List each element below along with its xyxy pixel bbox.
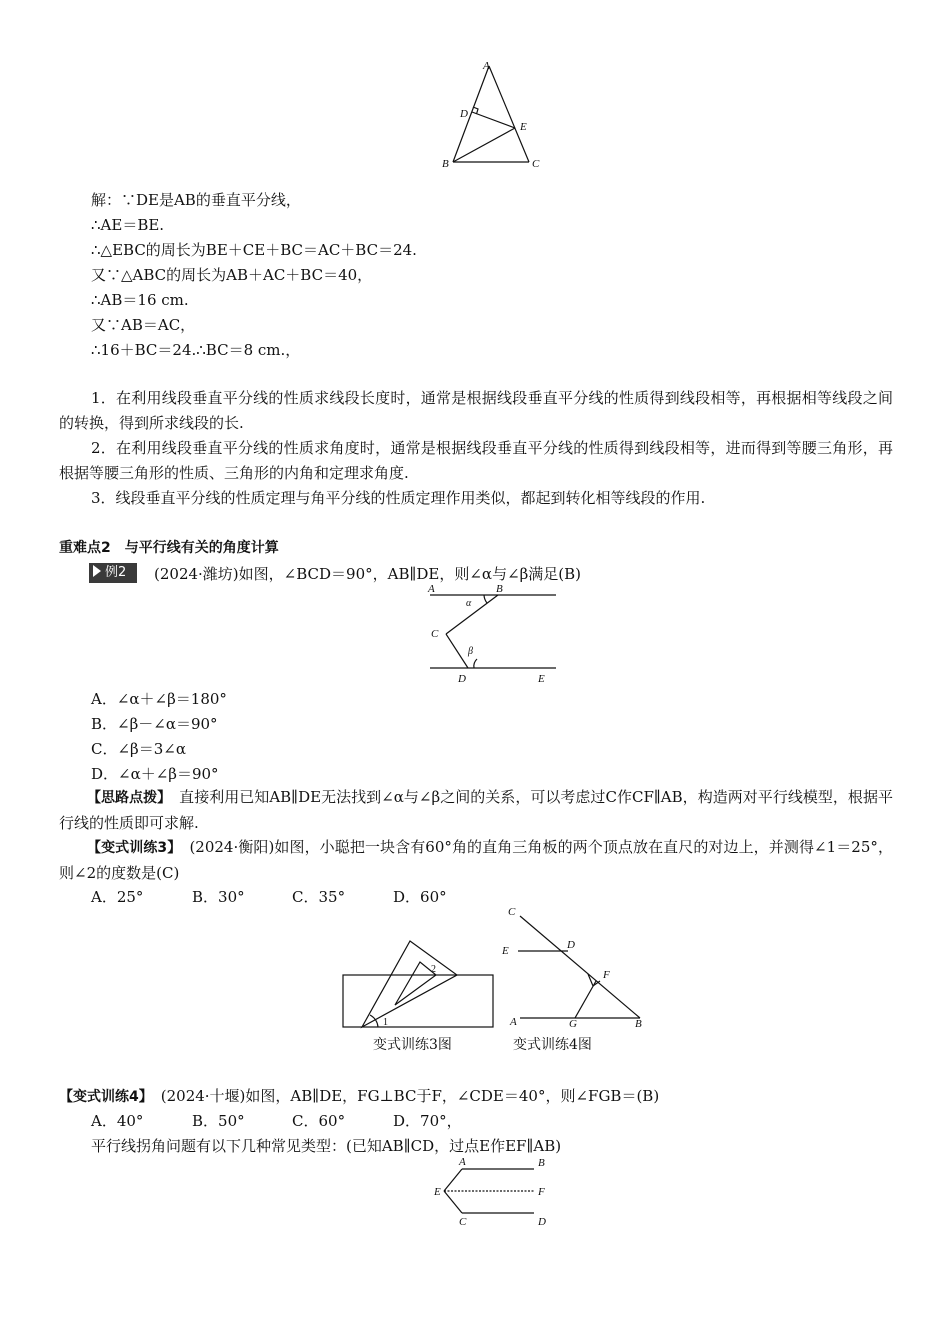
- fig1-label-E: E: [520, 121, 527, 133]
- example-question: (2024·潍坊)如图，∠BCD＝90°，AB∥DE，则∠α与∠β满足(B): [154, 565, 582, 583]
- solution-line: ∴AE＝BE.: [91, 216, 165, 234]
- option-d: D．∠α＋∠β＝90°: [91, 765, 219, 783]
- fig4-label-A: A: [510, 1016, 517, 1028]
- fig5-label-C: C: [459, 1216, 467, 1228]
- play-icon: [93, 565, 101, 577]
- fig1-label-D: D: [460, 108, 468, 120]
- fig5-label-E: E: [434, 1186, 441, 1198]
- variant3-label: 【变式训练3】: [87, 840, 175, 856]
- fig2-label-E: E: [538, 673, 545, 685]
- figure3-caption: 变式训练3图: [373, 1037, 452, 1053]
- example-badge-label: 例2: [105, 565, 127, 580]
- turning-angle-figure: [430, 1153, 560, 1229]
- closing-text: 平行线拐角问题有以下几种常见类型：(已知AB∥CD，过点E作EF∥AB): [91, 1137, 562, 1155]
- note-paragraph: 2．在利用线段垂直平分线的性质求角度时，通常是根据线段垂直平分线的性质得到线段相等，进而得到等腰三角形，再根据等腰三角形的性质、三角形的内角和定理求角度.: [59, 439, 893, 482]
- fig4-label-F: F: [603, 969, 610, 981]
- fig4-label-G: G: [569, 1018, 577, 1030]
- option-b: B．∠β－∠α＝90°: [91, 715, 218, 733]
- hint-paragraph: [59, 785, 893, 836]
- note-paragraph: 3．线段垂直平分线的性质定理与角平分线的性质定理作用类似，都起到转化相等线段的作用.: [91, 489, 706, 507]
- fig3-label-2: 2: [431, 964, 436, 975]
- example-badge: [89, 563, 137, 583]
- variant4-text: (2024·十堰)如图，AB∥DE，FG⊥BC于F，∠CDE＝40°，则∠FGB＝(B): [160, 1087, 660, 1105]
- option-a: A．∠α＋∠β＝180°: [91, 690, 227, 708]
- fig2-label-A: A: [428, 583, 435, 595]
- variant3-paragraph: [59, 835, 893, 886]
- figure4-caption: 变式训练4图: [513, 1037, 592, 1053]
- solution-line: 又∵△ABC的周长为AB＋AC＋BC＝40，: [91, 266, 373, 284]
- fig2-label-alpha: α: [466, 598, 472, 609]
- solution-line: 解：∵DE是AB的垂直平分线，: [91, 191, 301, 209]
- solution-line: ∴AB＝16 cm.: [91, 291, 189, 309]
- fig2-label-beta: β: [468, 646, 473, 657]
- triangle-figure: [437, 58, 547, 173]
- fig5-label-B: B: [538, 1157, 545, 1169]
- fig4-label-D: D: [567, 939, 575, 951]
- variant4-option-c: C．60°: [292, 1112, 346, 1130]
- variant4-option-d: D．70°，: [393, 1112, 462, 1130]
- hint-text: 直接利用已知AB∥DE无法找到∠α与∠β之间的关系，可以考虑过C作CF∥AB，构造两对平行线模型，根据平行线的性质即可求解.: [59, 788, 893, 832]
- ruler-triangle-figure: [338, 935, 498, 1031]
- variant3-option-c: C．35°: [292, 888, 346, 906]
- hint-label: 【思路点拨】: [87, 790, 165, 806]
- note-paragraph: 1．在利用线段垂直平分线的性质求线段长度时，通常是根据线段垂直平分线的性质得到线段相等，再根据相等线段之间的转换，得到所求线段的长.: [59, 389, 893, 432]
- solution-line: 又∵AB＝AC，: [91, 316, 196, 334]
- variant4-question: [59, 1086, 659, 1107]
- variant3-option-b: B．30°: [192, 888, 245, 906]
- fig5-label-F: F: [538, 1186, 545, 1198]
- fig4-label-E: E: [502, 945, 509, 957]
- fig5-label-A: A: [459, 1156, 466, 1168]
- section-heading: 重难点2 与平行线有关的角度计算: [59, 540, 279, 556]
- fig4-label-B: B: [635, 1018, 642, 1030]
- perpendicular-figure: [500, 900, 650, 1032]
- variant4-option-b: B．50°: [192, 1112, 245, 1130]
- variant4-option-a: A．40°: [91, 1112, 144, 1130]
- solution-line: ∴16＋BC＝24.∴BC＝8 cm.，: [91, 341, 301, 359]
- fig2-label-B: B: [496, 583, 503, 595]
- variant3-option-d: D．60°: [393, 888, 447, 906]
- fig5-label-D: D: [538, 1216, 546, 1228]
- fig1-label-B: B: [442, 158, 449, 170]
- fig3-label-1: 1: [383, 1017, 388, 1028]
- fig1-label-A: A: [483, 60, 490, 72]
- fig4-label-C: C: [508, 906, 516, 918]
- variant3-text: (2024·衡阳)如图，小聪把一块含有60°角的直角三角板的两个顶点放在直尺的对边上，并测得∠1＝25°，则∠2的度数是(C): [59, 838, 893, 882]
- variant4-label: 【变式训练4】: [59, 1089, 146, 1105]
- parallel-lines-figure: [420, 581, 562, 687]
- fig2-label-C: C: [431, 628, 439, 640]
- fig2-label-D: D: [458, 673, 466, 685]
- variant3-option-a: A．25°: [91, 888, 144, 906]
- option-c: C．∠β＝3∠α: [91, 740, 186, 758]
- fig1-label-C: C: [532, 158, 540, 170]
- solution-line: ∴△EBC的周长为BE＋CE＋BC＝AC＋BC＝24.: [91, 241, 417, 259]
